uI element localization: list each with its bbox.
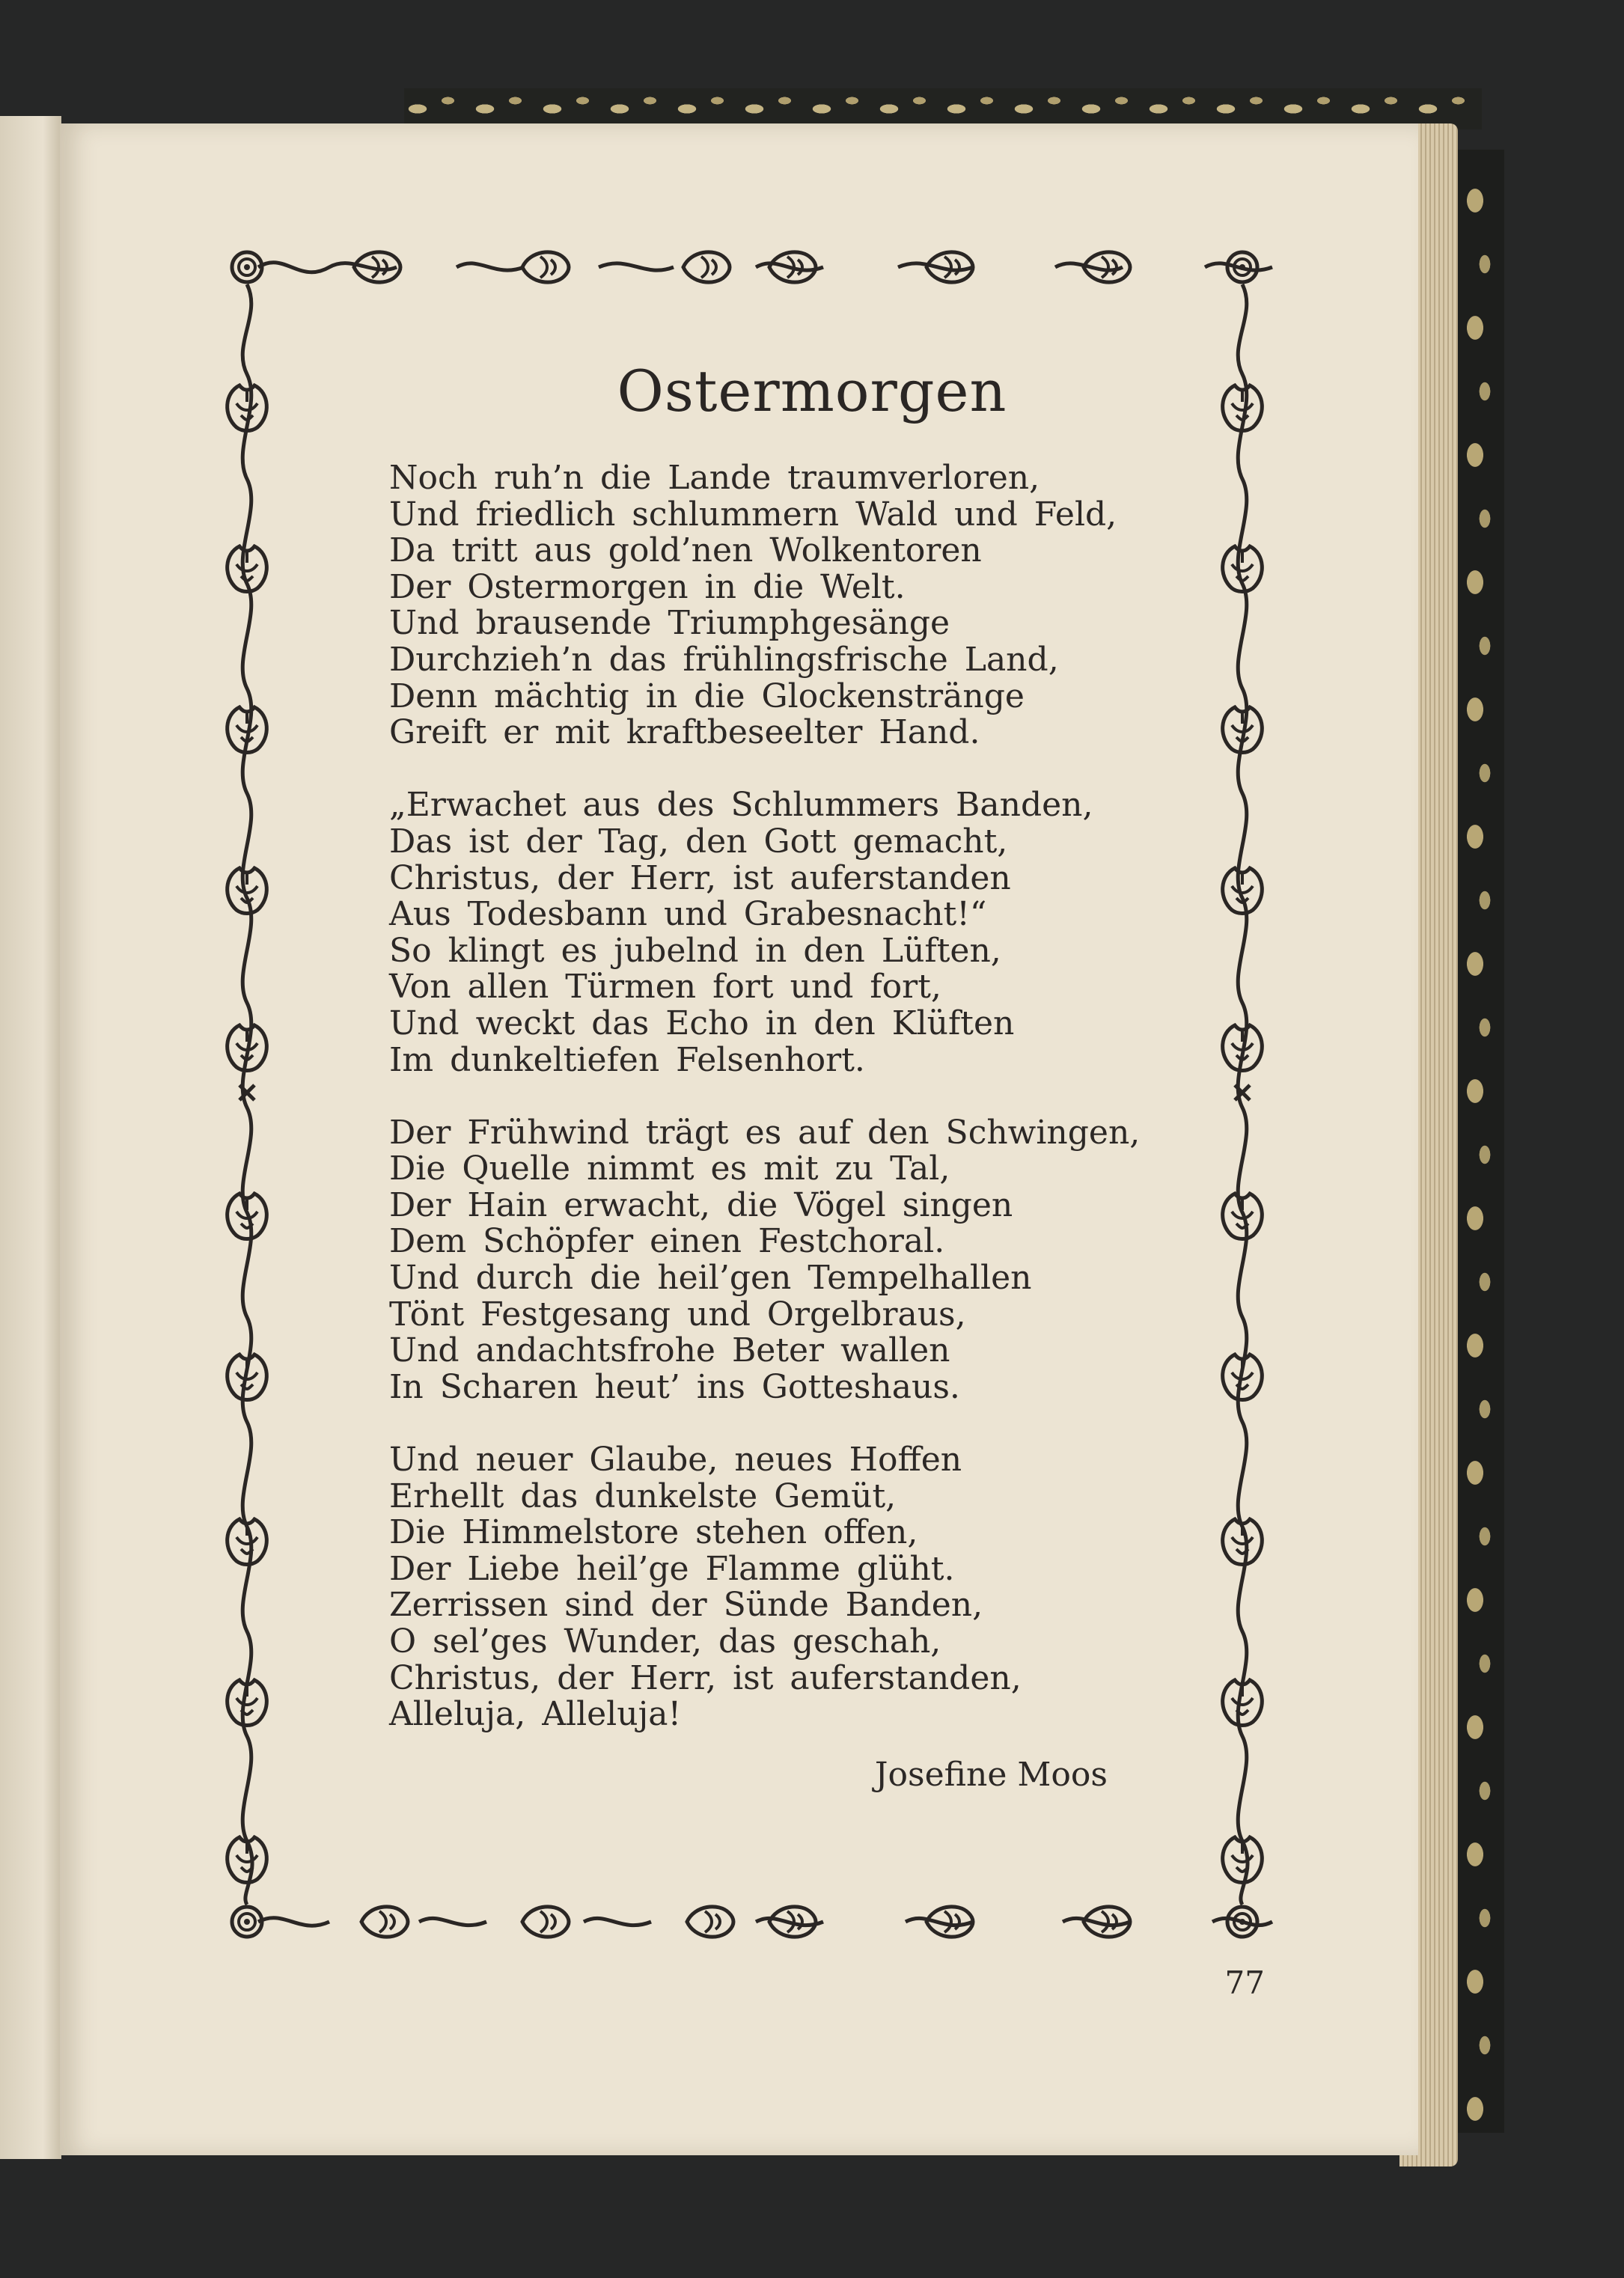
poem-line: Denn mächtig in die Glockenstränge (389, 677, 1025, 715)
poem-line: Aus Todesbann und Grabesnacht!“ (389, 895, 987, 934)
poem-line: In Scharen heut’ ins Gotteshaus. (389, 1367, 960, 1406)
poem-author: Josefine Moos (874, 1756, 1108, 1794)
stanza-3 (389, 1113, 1141, 1406)
poem-line: Und andachtsfrohe Beter wallen (389, 1331, 950, 1370)
poem-line: „Erwachet aus des Schlummers Banden, (389, 786, 1093, 825)
poem-line: Tönt Festgesang und Orgelbraus, (389, 1295, 966, 1334)
poem-line: Und brausende Triumphgesänge (389, 604, 950, 643)
poem-line: Und weckt das Echo in den Klüften (389, 1004, 1015, 1042)
poem-line: Noch ruh’n die Lande traumverloren, (389, 459, 1040, 497)
poem-line: So klingt es jubelnd in den Lüften, (389, 931, 1001, 970)
poem-line: Das ist der Tag, den Gott gemacht, (389, 822, 1008, 861)
poem-line: Zerrissen sind der Sünde Banden, (389, 1586, 983, 1625)
poem-line: Durchzieh’n das frühlingsfrische Land, (389, 640, 1059, 679)
poem-line: Alleluja, Alleluja! (389, 1695, 682, 1734)
poem-line: Der Frühwind trägt es auf den Schwingen, (389, 1113, 1141, 1152)
poem-line: Da tritt aus gold’nen Wolkentoren (389, 531, 982, 570)
poem-line: Der Ostermorgen in die Welt. (389, 567, 906, 606)
poem-title: Ostermorgen (617, 358, 1007, 424)
poem-line: Und friedlich schlummern Wald und Feld, (389, 495, 1117, 534)
poem-line: Im dunkeltiefen Felsenhort. (389, 1040, 865, 1079)
poem-line: Und durch die heil’gen Tempelhallen (389, 1259, 1032, 1298)
poem-line: Christus, der Herr, ist auferstanden (389, 858, 1011, 897)
poem-line: Erhellt das dunkelste Gemüt, (389, 1477, 897, 1515)
poem-line: Christus, der Herr, ist auferstanden, (389, 1658, 1022, 1697)
stanza-1 (389, 460, 1138, 751)
poem-line: Der Liebe heil’ge Flamme glüht. (389, 1549, 955, 1588)
poem-line: Der Hain erwacht, die Vögel singen (389, 1185, 1013, 1224)
poem-line: Und neuer Glaube, neues Hoffen (389, 1441, 962, 1480)
poem-line: Dem Schöpfer einen Festchoral. (389, 1222, 945, 1261)
poem-line: Die Himmelstore stehen offen, (389, 1513, 918, 1552)
poem-line: Von allen Türmen fort und fort, (389, 968, 941, 1007)
stanza-2 (389, 787, 1138, 1078)
page-number: 77 (1224, 1964, 1265, 2001)
stanza-4 (389, 1442, 1138, 1733)
poem-line: O sel’ges Wunder, das geschah, (389, 1622, 941, 1661)
poem-line: Greift er mit kraftbeseelter Hand. (389, 713, 980, 752)
poem-body (389, 459, 1141, 1769)
poem-line: Die Quelle nimmt es mit zu Tal, (389, 1149, 950, 1188)
